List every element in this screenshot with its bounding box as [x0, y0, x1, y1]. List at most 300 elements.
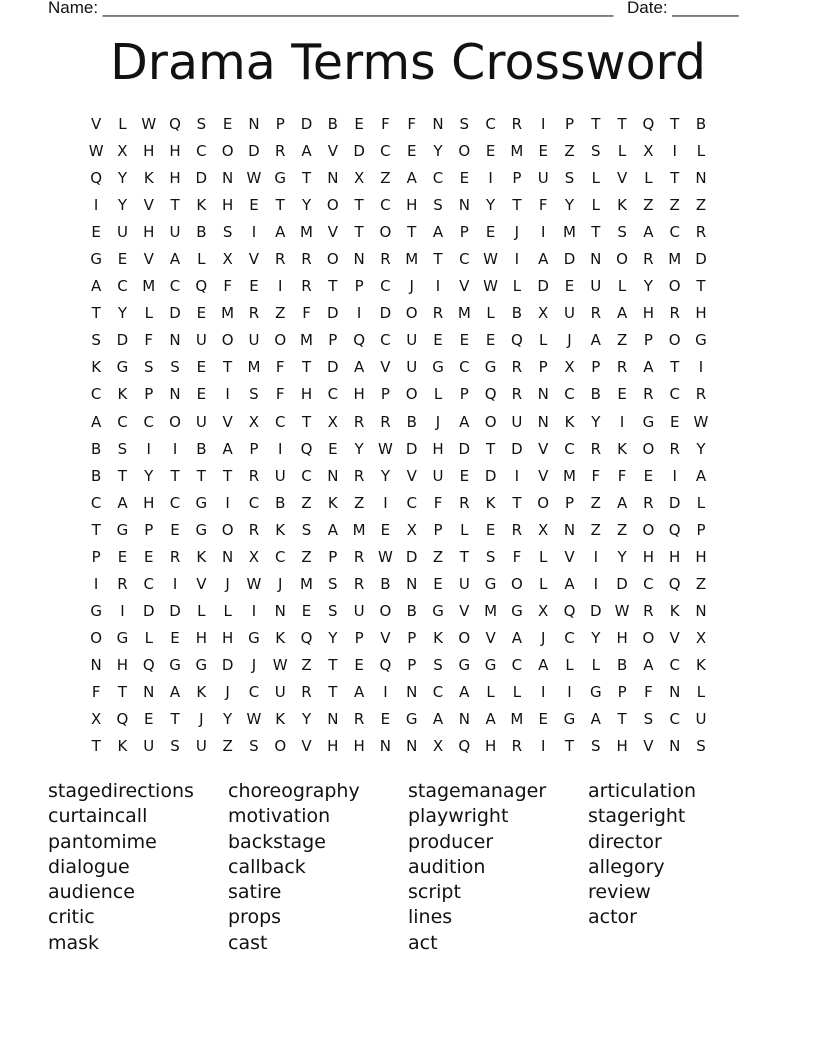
grid-letter: T — [486, 439, 496, 458]
grid-letter: F — [617, 466, 627, 485]
grid-letter: S — [301, 520, 312, 539]
grid-letter: I — [146, 439, 151, 458]
grid-letter: D — [169, 304, 181, 323]
grid-letter: V — [406, 466, 417, 485]
grid-letter: I — [619, 412, 625, 431]
grid-letter: R — [669, 304, 680, 323]
grid-letter: C — [143, 574, 154, 593]
grid-letter: Z — [616, 331, 628, 350]
grid-letter: R — [590, 439, 601, 458]
grid-letter: Z — [695, 574, 707, 593]
grid-letter: N — [458, 710, 470, 729]
grid-letter: P — [275, 115, 285, 133]
grid-letter: T — [670, 115, 680, 133]
grid-letter: G — [116, 520, 129, 539]
grid-letter: L — [197, 601, 206, 620]
grid-letter: N — [379, 737, 392, 756]
grid-letter: G — [589, 682, 602, 701]
grid-letter: A — [301, 142, 312, 161]
grid-letter: O — [537, 493, 550, 512]
grid-letter: V — [459, 601, 470, 620]
word-bank-item: script — [408, 881, 461, 904]
grid-letter: H — [695, 547, 707, 566]
grid-letter: O — [668, 331, 681, 350]
grid-letter: U — [695, 710, 707, 729]
word-bank-item: choreography — [228, 780, 360, 802]
grid-letter: Q — [353, 331, 366, 350]
grid-letter: Z — [643, 196, 654, 215]
grid-letter: B — [406, 412, 417, 431]
grid-letter: F — [275, 385, 285, 404]
grid-letter: I — [593, 547, 598, 566]
grid-letter: J — [225, 574, 230, 593]
grid-letter: W — [483, 250, 499, 269]
grid-letter: J — [409, 277, 414, 296]
grid-letter: Q — [668, 574, 681, 593]
grid-letter: H — [616, 628, 628, 647]
grid-letter: Z — [695, 196, 707, 215]
grid-letter: V — [643, 737, 654, 756]
grid-letter: N — [406, 682, 418, 701]
grid-letter: E — [433, 331, 443, 350]
grid-letter: Z — [275, 304, 286, 323]
grid-letter: I — [540, 223, 546, 242]
grid-letter: E — [380, 710, 391, 729]
grid-letter: B — [327, 115, 338, 133]
word-bank-item: dialogue — [48, 855, 130, 878]
grid-letter: T — [91, 520, 101, 539]
grid-letter: L — [118, 115, 127, 133]
word-bank-item: satire — [228, 881, 282, 904]
grid-letter: T — [670, 169, 680, 188]
grid-letter: A — [643, 358, 654, 377]
grid-letter: E — [144, 710, 154, 729]
grid-letter: Q — [90, 169, 103, 188]
grid-letter: L — [617, 142, 627, 161]
grid-letter: O — [221, 142, 234, 161]
word-column — [228, 779, 360, 956]
grid-letter: U — [537, 169, 549, 188]
grid-letter: A — [695, 466, 707, 485]
grid-letter: V — [91, 115, 102, 133]
grid-letter: D — [405, 547, 418, 566]
grid-letter: G — [195, 493, 208, 512]
grid-letter: K — [196, 682, 207, 701]
grid-letter: K — [143, 169, 154, 188]
grid-letter: Z — [380, 169, 391, 188]
grid-letter: Y — [117, 169, 128, 188]
grid-letter: A — [538, 655, 549, 674]
word-bank-item: pantomime — [48, 830, 157, 853]
grid-letter: L — [486, 682, 495, 701]
grid-letter: W — [88, 142, 104, 161]
grid-letter: Y — [301, 196, 312, 215]
grid-letter: U — [169, 223, 181, 242]
grid-letter: V — [196, 574, 207, 593]
grid-letter: E — [485, 142, 496, 161]
grid-letter: N — [353, 250, 365, 269]
grid-letter: I — [225, 385, 230, 404]
grid-letter: R — [616, 358, 628, 377]
grid-letter: M — [300, 223, 313, 242]
grid-letter: U — [248, 331, 260, 350]
grid-letter: I — [383, 493, 388, 512]
grid-letter: T — [301, 412, 312, 431]
grid-letter: B — [275, 493, 286, 512]
grid-letter: I — [488, 169, 493, 188]
grid-letter: I — [225, 493, 230, 512]
grid-letter: E — [538, 142, 548, 161]
grid-letter: M — [457, 304, 471, 323]
grid-letter: X — [406, 520, 417, 539]
grid-letter: U — [511, 412, 523, 431]
grid-letter: K — [669, 601, 680, 620]
grid-letter: U — [590, 277, 602, 296]
grid-letter: E — [433, 574, 443, 593]
grid-letter: E — [222, 115, 233, 133]
grid-letter: P — [328, 331, 338, 350]
grid-letter: Q — [142, 655, 155, 674]
word-bank-item: producer — [408, 830, 494, 853]
grid-letter: C — [380, 196, 391, 215]
grid-letter: Y — [223, 710, 233, 729]
grid-letter: C — [406, 493, 417, 512]
name-field: Name: ______________________________________________________ — [48, 0, 614, 17]
grid-letter: A — [643, 223, 654, 242]
grid-letter: J — [225, 682, 230, 701]
grid-letter: E — [249, 196, 259, 215]
grid-letter: O — [458, 628, 471, 647]
grid-letter: G — [642, 412, 655, 431]
word-bank — [48, 779, 768, 959]
grid-letter: A — [169, 250, 181, 269]
grid-letter: X — [91, 710, 102, 729]
grid-letter: M — [247, 358, 261, 377]
grid-letter: P — [459, 385, 469, 404]
grid-letter: L — [696, 682, 706, 701]
grid-letter: E — [144, 547, 154, 566]
word-bank-item: allegory — [588, 855, 665, 878]
grid-letter: L — [512, 682, 522, 701]
grid-letter: L — [565, 655, 574, 674]
grid-letter: S — [222, 223, 233, 242]
grid-letter: C — [90, 493, 102, 512]
grid-letter: S — [617, 223, 627, 242]
grid-letter: W — [272, 655, 288, 674]
grid-letter: M — [221, 304, 235, 323]
grid-letter: P — [380, 385, 390, 404]
grid-letter: P — [144, 385, 154, 404]
grid-letter: M — [300, 331, 313, 350]
grid-letter: O — [379, 601, 392, 620]
grid-letter: T — [117, 466, 128, 485]
grid-letter: N — [669, 682, 681, 701]
grid-letter: L — [223, 601, 232, 620]
grid-letter: R — [117, 574, 128, 593]
grid-letter: D — [616, 574, 628, 593]
grid-letter: W — [246, 574, 262, 593]
grid-letter: T — [591, 223, 601, 242]
grid-letter: L — [197, 250, 206, 269]
grid-letter: N — [169, 385, 181, 404]
grid-letter: P — [354, 277, 364, 296]
grid-letter: O — [642, 439, 655, 458]
grid-letter: Q — [116, 710, 129, 729]
grid-letter: U — [274, 682, 286, 701]
grid-letter: N — [327, 466, 339, 485]
word-bank-item: critic — [48, 906, 95, 929]
grid-letter: A — [117, 493, 128, 512]
grid-letter: D — [116, 331, 129, 350]
grid-letter: O — [510, 574, 523, 593]
grid-letter: Q — [169, 115, 181, 133]
grid-letter: K — [91, 358, 102, 377]
grid-letter: I — [672, 466, 677, 485]
grid-letter: I — [567, 682, 572, 701]
grid-letter: S — [591, 142, 601, 161]
grid-letter: O — [642, 628, 655, 647]
grid-letter: X — [538, 304, 549, 323]
grid-letter: O — [326, 196, 339, 215]
grid-letter: M — [563, 466, 576, 485]
grid-letter: F — [407, 115, 417, 133]
grid-letter: Z — [301, 493, 312, 512]
grid-letter: C — [669, 385, 680, 404]
grid-letter: R — [353, 412, 365, 431]
word-bank-item: actor — [588, 906, 637, 929]
word-bank-item: cast — [228, 931, 268, 954]
grid-letter: C — [90, 385, 102, 404]
grid-letter: P — [564, 493, 575, 512]
grid-letter: T — [591, 115, 601, 133]
word-bank-item: audience — [48, 881, 135, 904]
grid-letter: L — [644, 169, 653, 188]
grid-letter: G — [169, 655, 181, 674]
word-bank-item: motivation — [228, 805, 331, 828]
grid-letter: K — [275, 710, 286, 729]
grid-letter: L — [460, 520, 469, 539]
grid-letter: Q — [668, 520, 681, 539]
grid-letter: Y — [591, 628, 601, 647]
grid-letter: Q — [300, 439, 313, 458]
grid-letter: R — [353, 547, 365, 566]
grid-letter: M — [484, 601, 498, 620]
grid-letter: S — [328, 601, 338, 620]
grid-letter: T — [275, 196, 285, 215]
grid-letter: R — [248, 466, 260, 485]
grid-letter: H — [169, 142, 181, 161]
grid-letter: L — [696, 142, 706, 161]
word-bank-item: review — [588, 881, 651, 904]
grid-letter: C — [485, 115, 496, 133]
grid-letter: D — [353, 142, 365, 161]
grid-letter: I — [514, 466, 520, 485]
grid-letter: X — [538, 520, 549, 539]
grid-letter: R — [459, 493, 470, 512]
grid-letter: G — [563, 710, 576, 729]
grid-letter: C — [117, 277, 128, 296]
grid-letter: R — [432, 304, 444, 323]
grid-letter: V — [248, 250, 260, 269]
word-bank-item: director — [588, 830, 662, 853]
grid-letter: S — [459, 115, 470, 133]
grid-letter: A — [353, 682, 365, 701]
grid-letter: P — [249, 439, 259, 458]
grid-letter: S — [696, 737, 706, 756]
grid-letter: K — [117, 737, 128, 756]
grid-letter: H — [169, 169, 181, 188]
grid-letter: H — [143, 493, 155, 512]
grid-letter: H — [327, 737, 339, 756]
grid-letter: E — [406, 142, 417, 161]
grid-letter: T — [91, 304, 101, 323]
grid-letter: E — [380, 520, 391, 539]
grid-letter: T — [301, 169, 312, 188]
grid-letter: U — [406, 358, 418, 377]
grid-letter: W — [483, 277, 499, 296]
grid-letter: X — [564, 358, 575, 377]
grid-letter: P — [144, 520, 154, 539]
grid-letter: Q — [484, 385, 497, 404]
word-bank-item: stageright — [588, 805, 686, 828]
grid-letter: E — [485, 520, 496, 539]
grid-letter: N — [143, 682, 155, 701]
grid-letter: G — [195, 520, 208, 539]
grid-letter: R — [643, 385, 654, 404]
grid-letter: R — [590, 304, 601, 323]
grid-letter: M — [668, 250, 682, 269]
grid-letter: O — [458, 142, 471, 161]
grid-letter: A — [222, 439, 233, 458]
grid-letter: I — [514, 250, 520, 269]
grid-letter: L — [144, 304, 153, 323]
grid-letter: K — [275, 520, 286, 539]
grid-letter: N — [669, 737, 681, 756]
grid-letter: E — [485, 223, 496, 242]
grid-letter: T — [117, 682, 128, 701]
grid-letter: I — [672, 142, 677, 161]
grid-letter: A — [485, 710, 496, 729]
grid-letter: V — [327, 142, 338, 161]
grid-letter: O — [90, 628, 103, 647]
grid-letter: F — [591, 466, 601, 485]
grid-letter: X — [248, 412, 260, 431]
grid-letter: F — [644, 682, 653, 701]
grid-letter: R — [511, 737, 523, 756]
grid-letter: S — [564, 169, 575, 188]
grid-letter: H — [116, 655, 129, 674]
grid-letter: Z — [616, 520, 628, 539]
grid-letter: L — [591, 196, 600, 215]
grid-letter: R — [643, 250, 654, 269]
grid-letter: V — [143, 196, 154, 215]
grid-letter: Y — [354, 439, 364, 458]
grid-letter: E — [564, 277, 575, 296]
grid-letter: C — [669, 223, 680, 242]
grid-letter: N — [90, 655, 102, 674]
grid-letter: D — [379, 304, 392, 323]
grid-letter: C — [459, 358, 470, 377]
grid-letter: I — [383, 682, 388, 701]
grid-letter: R — [353, 574, 365, 593]
grid-letter: N — [274, 601, 286, 620]
grid-letter: T — [91, 737, 101, 756]
grid-letter: C — [327, 385, 339, 404]
grid-letter: N — [537, 412, 549, 431]
grid-letter: M — [352, 520, 366, 539]
grid-letter: Y — [328, 628, 338, 647]
grid-letter: T — [696, 277, 706, 296]
grid-letter: G — [458, 655, 471, 674]
grid-letter: X — [327, 412, 338, 431]
grid-letter: X — [432, 737, 444, 756]
grid-letter: Q — [642, 115, 655, 133]
grid-letter: Y — [617, 547, 627, 566]
grid-letter: C — [169, 493, 181, 512]
grid-letter: N — [169, 331, 181, 350]
grid-letter: P — [696, 520, 706, 539]
grid-letter: C — [169, 277, 181, 296]
grid-letter: Z — [353, 493, 365, 512]
grid-letter: A — [511, 628, 523, 647]
grid-letter: O — [405, 385, 418, 404]
grid-letter: C — [380, 331, 391, 350]
grid-letter: S — [591, 737, 601, 756]
grid-letter: A — [590, 710, 601, 729]
grid-letter: Q — [458, 737, 471, 756]
grid-letter: E — [617, 385, 627, 404]
grid-letter: H — [195, 628, 207, 647]
grid-letter: S — [328, 574, 338, 593]
grid-letter: F — [433, 493, 443, 512]
grid-letter: R — [380, 412, 391, 431]
grid-letter: I — [435, 277, 441, 296]
grid-letter: O — [221, 331, 234, 350]
grid-letter: Z — [590, 520, 601, 539]
grid-letter: G — [116, 358, 129, 377]
grid-letter: G — [116, 628, 129, 647]
grid-letter: J — [435, 412, 441, 431]
grid-letter: L — [539, 547, 548, 566]
grid-letter: R — [353, 466, 365, 485]
grid-letter: B — [91, 466, 102, 485]
grid-letter: W — [246, 169, 262, 188]
grid-letter: C — [301, 466, 312, 485]
grid-letter: N — [327, 169, 339, 188]
grid-letter: T — [512, 493, 522, 512]
grid-letter: A — [564, 574, 575, 593]
grid-letter: F — [538, 196, 548, 215]
grid-letter: C — [564, 628, 575, 647]
grid-letter: K — [433, 628, 443, 647]
grid-letter: T — [328, 277, 338, 296]
grid-letter: R — [380, 250, 391, 269]
grid-letter: T — [170, 196, 180, 215]
grid-letter: X — [353, 169, 365, 188]
puzzle-title: Drama Terms Crossword — [110, 34, 706, 91]
grid-letter: H — [300, 385, 313, 404]
grid-letter: I — [278, 277, 283, 296]
grid-letter: D — [458, 439, 471, 458]
grid-letter: E — [538, 710, 548, 729]
grid-letter: T — [354, 223, 364, 242]
grid-letter: E — [196, 304, 207, 323]
grid-letter: E — [117, 250, 128, 269]
grid-letter: L — [617, 277, 627, 296]
grid-letter: P — [91, 547, 101, 566]
grid-letter: U — [274, 466, 286, 485]
grid-letter: A — [616, 304, 628, 323]
